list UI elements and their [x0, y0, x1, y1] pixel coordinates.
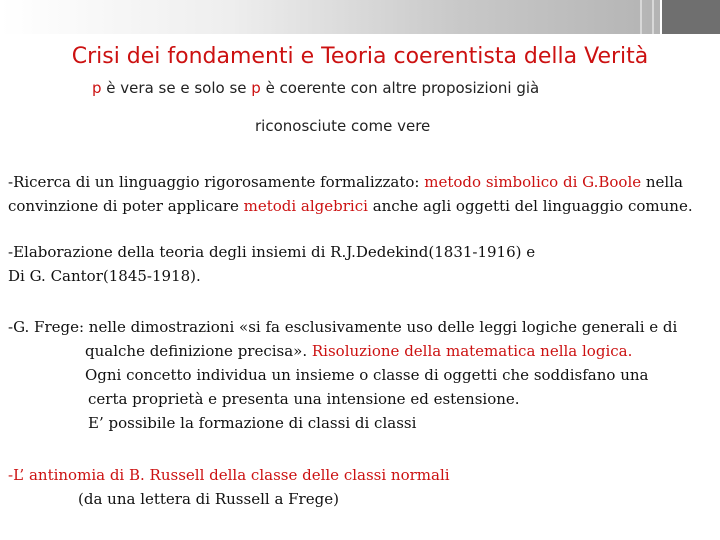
header-stripe: [640, 0, 642, 34]
variable-p: p: [92, 79, 102, 97]
paragraph-boole: [8, 170, 693, 218]
paragraph-dedekind: [8, 240, 535, 288]
paragraph-line: -G. Frege: nelle dimostrazioni «si fa esclusivamente uso delle leggi logiche generali e di: [8, 318, 678, 336]
text-span: -Ricerca di un linguaggio rigorosamente formalizzato:: [8, 173, 425, 191]
header-gradient: [0, 0, 660, 34]
paragraph-russell: [8, 463, 450, 511]
paragraph-line: (da una lettera di Russell a Frege): [78, 490, 339, 508]
variable-p: p: [251, 79, 261, 97]
paragraph-frege: [8, 315, 677, 435]
header-bar: [0, 0, 720, 34]
subtitle-line-1: [92, 79, 539, 97]
paragraph-line: [8, 170, 693, 194]
paragraph-line: [8, 339, 677, 363]
paragraph-line: -L’ antinomia di B. Russell della classe delle classi normali: [8, 466, 450, 484]
subtitle-line-2: riconosciute come vere: [255, 117, 431, 135]
paragraph-line: E’ possibile la formazione di classi di classi: [88, 414, 417, 432]
subtitle-text: è coerente con altre proposizioni già: [260, 79, 540, 97]
slide-title: Crisi dei fondamenti e Teoria coerentista della Verità: [71, 44, 649, 69]
paragraph-line: [8, 194, 693, 218]
text-span: nella: [641, 173, 683, 191]
header-stripe: [652, 0, 654, 34]
text-span: anche agli oggetti del linguaggio comune.: [367, 197, 693, 215]
text-span: convinzione di poter applicare: [8, 197, 244, 215]
highlight-text: metodo simbolico di G.Boole: [424, 173, 642, 191]
paragraph-line: Ogni concetto individua un insieme o classe di oggetti che soddisfano una: [85, 366, 649, 384]
text-span: qualche definizione precisa».: [85, 342, 312, 360]
paragraph-line: Di G. Cantor(1845-1918).: [8, 267, 201, 285]
paragraph-line: -Elaborazione della teoria degli insiemi di R.J.Dedekind(1831-1916) e: [8, 243, 536, 261]
subtitle-text: è vera se e solo se: [101, 79, 252, 97]
highlight-text: metodi algebrici: [243, 197, 368, 215]
paragraph-line: certa proprietà e presenta una intensione ed estensione.: [88, 390, 520, 408]
highlight-text: Risoluzione della matematica nella logica.: [311, 342, 633, 360]
header-dark-block: [662, 0, 720, 34]
